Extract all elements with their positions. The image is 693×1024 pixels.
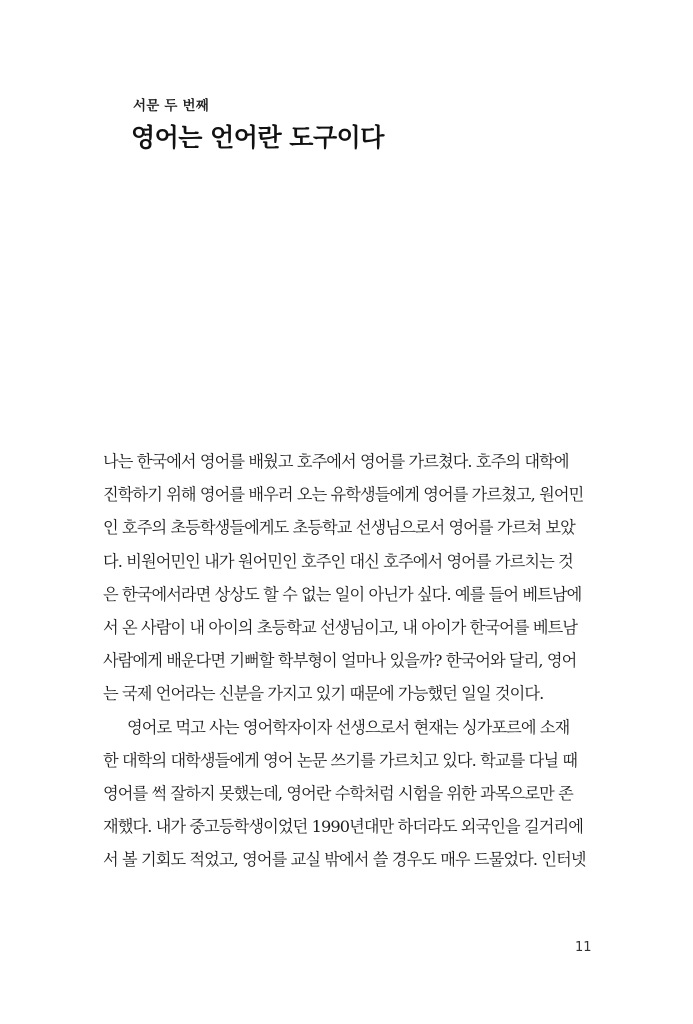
body-line-indented: 영어로 먹고 사는 영어학자이자 선생으로서 현재는 싱가포르에 소재 (127, 717, 570, 737)
body-line: 사람에게 배운다면 기뻐할 학부형이 얼마나 있을까? 한국어와 달리, 영어 (103, 651, 577, 671)
body-line: 한 대학의 대학생들에게 영어 논문 쓰기를 가르치고 있다. 학교를 다닐 때 (103, 750, 578, 770)
body-line: 진학하기 위해 영어를 배우러 오는 유학생들에게 영어를 가르쳤고, 원어민 (103, 485, 584, 505)
chapter-title: 영어는 언어란 도구이다 (131, 123, 384, 152)
body-line: 인 호주의 초등학생들에게도 초등학교 선생님으로서 영어를 가르쳐 보았 (103, 518, 575, 538)
page-number: 11 (575, 940, 592, 955)
body-line: 나는 한국에서 영어를 배웠고 호주에서 영어를 가르쳤다. 호주의 대학에 (103, 452, 569, 471)
body-text (103, 445, 613, 876)
body-line: 서 온 사람이 내 아이의 초등학교 선생님이고, 내 아이가 한국어를 베트남 (103, 617, 578, 637)
body-line: 은 한국에서라면 상상도 할 수 없는 일이 아닌가 싶다. 예를 들어 베트남에 (103, 584, 582, 604)
body-line: 영어를 썩 잘하지 못했는데, 영어란 수학처럼 시험을 위한 과목으로만 존 (103, 783, 573, 803)
body-line: 는 국제 언어라는 신분을 가지고 있기 때문에 가능했던 일일 것이다. (103, 684, 544, 704)
body-line: 다. 비원어민인 내가 원어민인 호주인 대신 호주에서 영어를 가르치는 것 (103, 551, 573, 571)
body-line: 재했다. 내가 중고등학생이었던 1990년대만 하더라도 외국인을 길거리에 (103, 817, 583, 837)
body-line: 서 볼 기회도 적었고, 영어를 교실 밖에서 쓸 경우도 매우 드물었다. 인터넷 (103, 850, 586, 870)
chapter-label: 서문 두 번째 (133, 98, 210, 114)
